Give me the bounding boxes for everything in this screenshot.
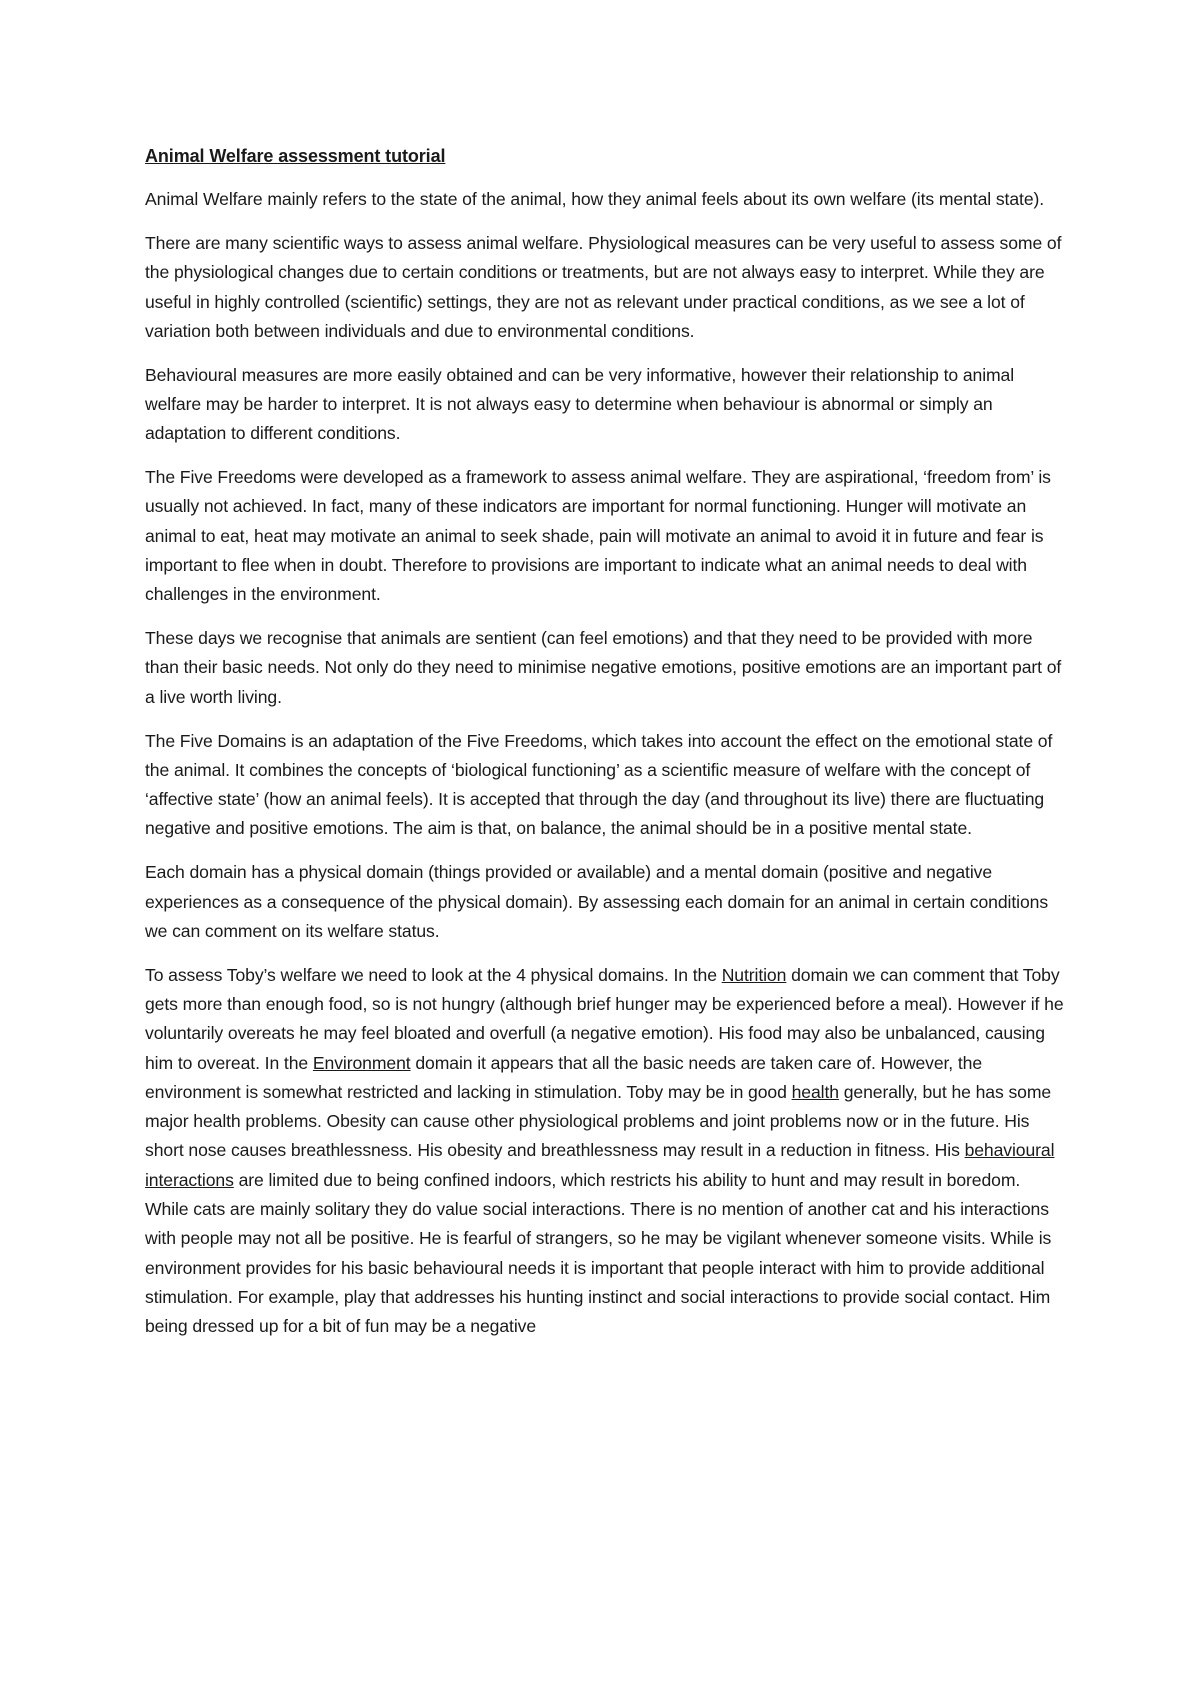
behavioural-interactions-term: behavioural interactions [145, 1140, 1055, 1190]
paragraph-domain-structure: Each domain has a physical domain (things provided or available) and a mental domain (positive and negative experiences as a consequence of the physical domain). By assessing each domain for an animal in certain conditions we can comment on its welfare status. [145, 862, 1049, 941]
paragraph-welfare-definition: Animal Welfare mainly refers to the state of the animal, how they animal feels about its own welfare (its mental state). [145, 189, 1045, 210]
text-segment: domain it appears that all the basic needs are taken care of. However, the environment is somewhat restricted and lacking in stimulation. Toby may be in good [145, 1052, 983, 1102]
document-title: Animal Welfare assessment tutorial [145, 146, 446, 166]
paragraph-behavioural-measures: Behavioural measures are more easily obtained and can be very informative, however their relationship to animal welfare may be harder to interpret. It is not always easy to determine when behaviour is abnormal or simply an adaptation to different conditions. [145, 364, 1015, 444]
environment-term: Environment [312, 1052, 411, 1073]
paragraph-five-freedoms: The Five Freedoms were developed as a framework to assess animal welfare. They are aspirational, ‘freedom from’ is usually not achieved. In fact, many of these indicators are important for normal functioning. Hunger will motivate an animal to eat, heat may motivate an animal to seek shade, pain will motivate an animal to avoid it in future and fear is important to flee when in doubt. Therefore to provisions are important to indicate what an animal needs to deal with challenges in the environment. [145, 467, 1051, 605]
nutrition-term: Nutrition [721, 964, 787, 985]
text-segment: To assess Toby’s welfare we need to look at the 4 physical domains. In the [145, 964, 722, 985]
document-page [145, 142, 1065, 1356]
paragraph-toby-assessment [145, 961, 1065, 1342]
text-segment: generally, but he has some major health problems. Obesity can cause other physiological problems and joint problems now or in the future. His short nose causes breathlessness. His obesity and breathlessness may result in a reduction in fitness. His [145, 1081, 1052, 1161]
paragraph-sentience: These days we recognise that animals are sentient (can feel emotions) and that they need to be provided with more than their basic needs. Not only do they need to minimise negative emotions, positive emotions are an important part of a live worth living. [145, 628, 1062, 707]
text-segment: are limited due to being confined indoors, which restricts his ability to hunt and may result in boredom. While cats are mainly solitary they do value social interactions. There is no mention of another cat and his interactions with people may not all be positive. He is fearful of strangers, so he may be vigilant whenever someone visits. While is environment provides for his basic behavioural needs it is important that people interact with him to provide additional stimulation. For example, play that addresses his hunting instinct and social interactions to provide social contact. Him being dressed up for a bit of fun may be a negative [145, 1169, 1052, 1337]
health-term: health [791, 1081, 839, 1102]
text-segment: domain we can comment that Toby gets more than enough food, so is not hungry (although brief hunger may be experienced before a meal). However if he voluntarily overeats he may feel bloated and overfull (a negative emotion). His food may also be unbalanced, causing him to overeat. In the [145, 964, 1064, 1073]
paragraph-physiological-measures: There are many scientific ways to assess animal welfare. Physiological measures can be very useful to assess some of the physiological changes due to certain conditions or treatments, but are not always easy to interpret. While they are useful in highly controlled (scientific) settings, they are not as relevant under practical conditions, as we see a lot of variation both between individuals and due to environmental conditions. [145, 233, 1062, 341]
paragraph-five-domains: The Five Domains is an adaptation of the Five Freedoms, which takes into account the effect on the emotional state of the animal. It combines the concepts of ‘biological functioning’ as a scientific measure of welfare with the concept of ‘affective state’ (how an animal feels). It is accepted that through the day (and throughout its live) there are fluctuating negative and positive emotions. The aim is that, on balance, the animal should be in a positive mental state. [145, 730, 1053, 839]
